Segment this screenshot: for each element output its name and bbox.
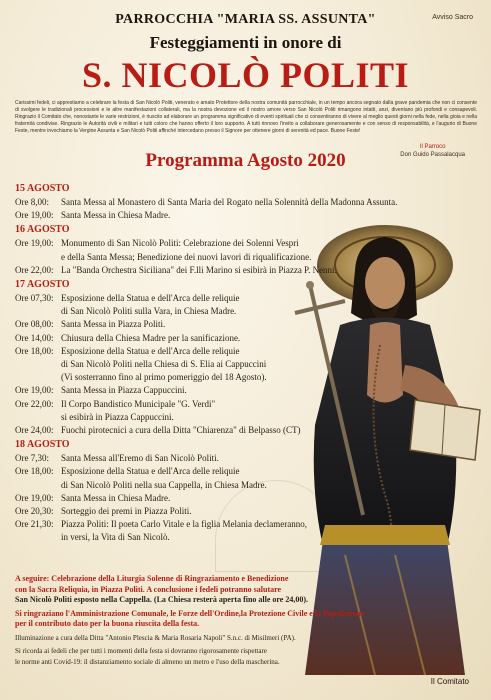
signature-title: Il Parroco	[419, 144, 446, 150]
program-schedule	[15, 181, 398, 545]
event-description: di San Nicolò Politi nella Chiesa di S. Elia ai Cappuccini	[61, 359, 267, 370]
event-row	[15, 292, 355, 305]
event-description: Sorteggio dei premi in Piazza Politi.	[61, 506, 192, 517]
thanks-line-2: per il contributo dato per la buona riuscita della festa.	[15, 619, 200, 628]
event-description: (Vi sosterranno fino al primo pomeriggio del 18 Agosto).	[61, 372, 267, 383]
event-description: Santa Messa al Monastero di Santa Maria del Rogato nella Solennità della Madonna Assunta.	[61, 197, 398, 207]
event-time: Ore 07,30:	[15, 293, 54, 304]
covid-notice-2: le norme anti Covid-19: il distanziamento sociale di almeno un metro e l'uso della mascherina.	[15, 657, 280, 666]
event-description: si esibirà in Piazza Cappuccini.	[61, 411, 174, 422]
thanks-line-1: Si ringraziano l'Amministrazione Comunale, le Forze dell'Ordine,la Protezione Civile e la Popolazione	[15, 608, 365, 618]
event-row	[15, 465, 355, 478]
event-description: Santa Messa in Chiesa Madre.	[61, 492, 171, 503]
event-description: Esposizione della Statua e dell'Arca delle reliquie	[61, 466, 240, 477]
event-description: Fuochi pirotecnici a cura della Ditta "Chiarenza" di Belpasso (CT)	[61, 425, 301, 436]
event-time: Ore 14,00:	[15, 332, 54, 343]
event-description: e della Santa Messa; Benedizione dei nuovi lavori di riqualificazione.	[61, 251, 312, 262]
event-description: Monumento di San Nicolò Politi: Celebrazione dei Solenni Vespri	[61, 238, 299, 249]
event-row	[15, 264, 355, 277]
signature-name: Don Guido Passalacqua	[400, 152, 465, 158]
day-heading: 18 AGOSTO	[15, 439, 70, 451]
program-footer	[15, 574, 445, 667]
festivities-subtitle: Festeggiamenti in onore di	[149, 33, 342, 52]
event-row	[15, 398, 355, 411]
event-row	[15, 531, 355, 544]
event-time	[15, 531, 61, 544]
event-row	[15, 505, 355, 518]
priest-letter: Carissimi fedeli, ci apprestiamo a celebrare la festa di San Nicolò Politi, venerato e amato Protettore della nostra comunità parrocchiale, in un tempo ancora segnato dalla grave pandemia che non ci consente di svolgere le tradizionali processioni e le altre manifestazioni collaterali, ma la nostra devozione ed il nostro amore verso San Nicolò Politi rimangono intatti, anzi, diventano più profondi e consapevoli. Ringrazio il Comitato che, nonostante le varie restrizioni, è riuscito ad elaborare un programma significativo di eventi spirituali che ci consentiranno di vivere al meglio questi giorni nella fede, nella gioia e nella fraternità condivise. Ringrazio le Autorità civili e militari e tutti coloro che hanno offerto il loro supporto. A tutti rinnovo l'invito a collaborare generosamente e con senso di responsabilità, e l'augurio di Buone Feste, mentre invochiamo la Vergine Assunta e San Nicolò Politi affinché intercedano presso il Signore per ottenere giorni di serenità ed pace. Buone Feste!	[15, 100, 477, 134]
day-heading: 15 AGOSTO	[15, 183, 70, 194]
event-description: Santa Messa all'Eremo di San Nicolò Politi.	[61, 453, 219, 464]
event-time: Ore 21,30:	[15, 519, 54, 530]
event-time: Ore 18,00:	[15, 345, 54, 356]
event-time: Ore 19,00:	[15, 385, 54, 396]
event-time: Ore 18,00:	[15, 466, 54, 477]
event-time	[15, 371, 61, 384]
parish-name: PARROCCHIA "MARIA SS. ASSUNTA"	[115, 12, 376, 27]
event-row	[15, 371, 355, 384]
event-description: Santa Messa in Chiesa Madre.	[61, 210, 171, 221]
event-time	[15, 251, 61, 264]
event-description: di San Nicolò Politi nella sua Cappella, in Chiesa Madre.	[61, 479, 267, 490]
event-row	[15, 479, 355, 492]
event-description: in versi, la Vita di San Nicolò.	[61, 532, 170, 543]
event-row	[15, 345, 355, 358]
event-row	[15, 305, 355, 318]
event-time	[15, 479, 61, 492]
event-time: Ore 22,00:	[15, 398, 54, 409]
committee-signature: Il Comitato	[430, 677, 469, 686]
event-description: Esposizione della Statua e dell'Arca delle reliquie	[61, 293, 240, 304]
covid-notice-1: Si ricorda ai fedeli che per tutti i momenti della festa si dovranno rigorosamente rispettare	[15, 647, 267, 655]
program-title: Programma Agosto 2020	[145, 150, 346, 171]
event-row	[15, 358, 355, 371]
event-time	[15, 305, 61, 318]
event-row	[15, 251, 355, 264]
sacred-notice-label: Avviso Sacro	[432, 14, 473, 21]
event-description: La "Banda Orchestra Siciliana" dei F.lli Marino si esibirà in Piazza P. Nenni.	[61, 264, 337, 275]
event-row	[15, 424, 355, 437]
event-time: Ore 22,00:	[15, 264, 54, 275]
lighting-credit: Illuminazione a cura della Ditta "Antonio Plescia & Maria Rosaria Napoli" S.n.c. di Misilmeri (PA).	[15, 633, 296, 642]
event-time: Ore 19,00:	[15, 210, 54, 221]
event-time: Ore 08,00:	[15, 319, 54, 330]
event-time: Ore 19,00:	[15, 238, 54, 249]
event-description: Piazza Politi: Il poeta Carlo Vitale e la figlia Melania declameranno,	[61, 519, 307, 530]
closing-celebration-2: con la Sacra Reliquia, in Piazza Politi. A conclusione i fedeli potranno salutare	[15, 584, 282, 594]
event-time: Ore 7,30:	[15, 453, 49, 464]
event-row	[15, 518, 355, 531]
event-time: Ore 8,00:	[15, 197, 49, 207]
event-time	[15, 411, 61, 424]
event-time: Ore 24,00:	[15, 425, 54, 436]
event-time: Ore 19,00:	[15, 492, 54, 503]
event-description: di San Nicolò Politi sulla Vara, in Chiesa Madre.	[61, 306, 237, 317]
event-time	[15, 358, 61, 371]
day-heading: 17 AGOSTO	[15, 279, 70, 291]
event-description: Santa Messa in Piazza Politi.	[61, 319, 166, 330]
event-description: Il Corpo Bandistico Municipale "G. Verdi"	[61, 398, 216, 409]
day-heading: 16 AGOSTO	[15, 224, 70, 236]
closing-celebration-1: A seguire: Celebrazione della Liturgia Solenne di Ringraziamento e Benedizione	[15, 574, 289, 583]
event-row	[15, 209, 355, 222]
closing-celebration-3: San Nicolò Politi esposto nella Cappella. (La Chiesa resterà aperta fino alle ore 24,00).	[15, 595, 309, 604]
event-description: Chiusura della Chiesa Madre per la sanificazione.	[61, 332, 241, 343]
event-row	[15, 237, 355, 250]
event-row	[15, 452, 355, 465]
event-row	[15, 411, 355, 424]
event-row	[15, 384, 355, 397]
event-description: Esposizione della Statua e dell'Arca delle reliquie	[61, 345, 240, 356]
event-description: Santa Messa in Piazza Cappuccini.	[61, 385, 187, 396]
event-row	[15, 196, 398, 209]
event-row	[15, 332, 355, 345]
event-row	[15, 318, 355, 331]
event-row	[15, 492, 355, 505]
saint-title: S. NICOLÒ POLITI	[81, 55, 410, 95]
event-time: Ore 20,30:	[15, 506, 54, 517]
